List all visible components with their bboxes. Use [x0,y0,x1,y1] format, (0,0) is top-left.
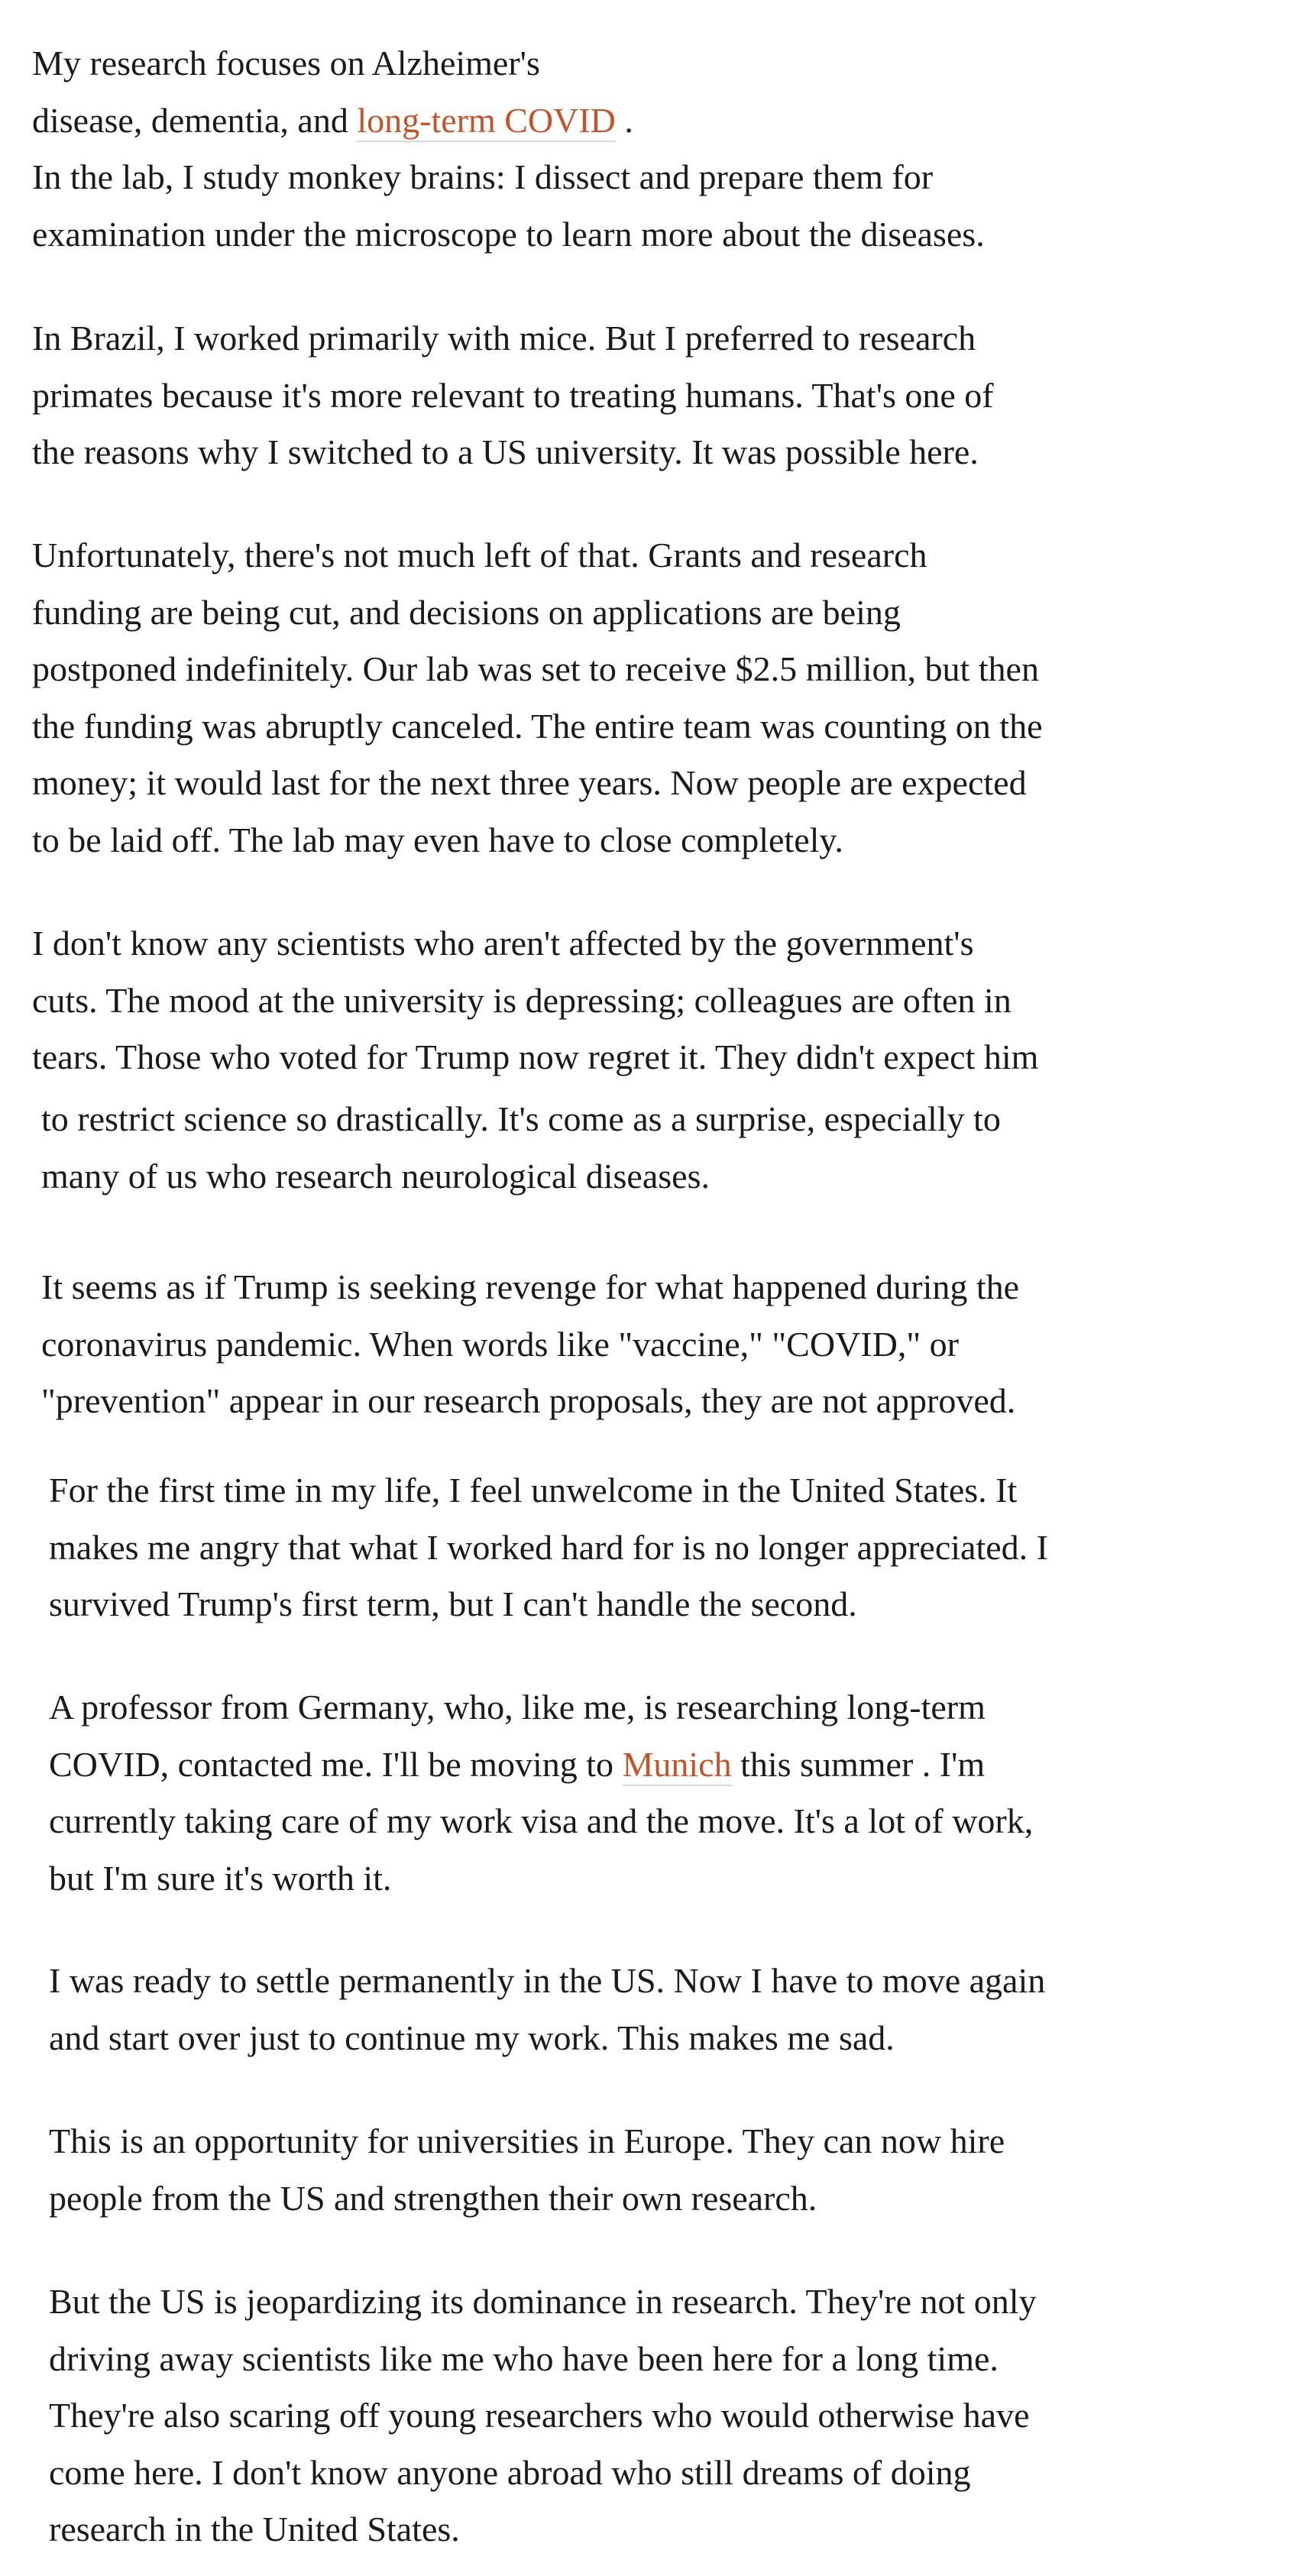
text-segment: cuts. The mood at the university is depressing; colleagues are often in [32,980,1012,1020]
paragraph [49,2113,1005,2227]
text-segment: It seems as if Trump is seeking revenge for what happened during the [41,1267,1020,1306]
text-line [49,2170,1005,2228]
paragraph [41,1091,1001,1205]
text-segment: but I'm sure it's worth it. [49,1858,392,1898]
text-segment: coronavirus pandemic. When words like "vaccine," "COVID," or [41,1324,959,1364]
paragraph [32,915,1038,1086]
text-line [49,1519,1048,1577]
text-segment: driving away scientists like me who have been here for a long time. [49,2338,999,2378]
text-line [49,1679,1033,1736]
text-line [49,2010,1045,2067]
text-line [49,1736,1033,1794]
text-segment: primates because it's more relevant to treating humans. That's one of [32,375,994,415]
inline-link[interactable]: Munich [623,1745,732,1786]
text-line [49,2387,1037,2445]
text-segment: "prevention" appear in our research proposals, they are not approved. [41,1381,1016,1420]
text-line [32,915,1038,972]
text-segment: funding are being cut, and decisions on applications are being [32,592,901,632]
text-line [32,584,1043,642]
paragraph [49,1462,1048,1633]
text-line [32,310,994,367]
text-segment: This is an opportunity for universities in Europe. They can now hire [49,2121,1005,2160]
text-line [32,755,1043,812]
text-line [41,1316,1019,1374]
text-segment: In Brazil, I worked primarily with mice. But I preferred to research [32,319,976,358]
text-segment: research in the United States. [49,2510,460,2548]
text-line [32,641,1043,698]
text-line [32,367,994,425]
text-line [41,1091,1001,1148]
text-line [49,1953,1045,2010]
text-line [49,1793,1033,1850]
text-segment: the reasons why I switched to a US university. It was possible here. [32,432,979,471]
text-line [32,424,994,481]
text-segment: many of us who research neurological diseases. [41,1156,710,1196]
text-line [41,1148,1001,1205]
text-line [49,2113,1005,2170]
paragraph [49,1953,1045,2066]
text-line [32,92,985,150]
text-line [32,527,1043,584]
text-line [41,1373,1019,1430]
inline-link[interactable]: long-term COVID [357,101,616,142]
text-line [32,698,1043,756]
text-segment: In the lab, I study monkey brains: I dissect and prepare them for [32,157,934,196]
text-line [49,1576,1048,1633]
text-segment: survived Trump's first term, but I can't handle the second. [49,1584,857,1623]
text-segment: and start over just to continue my work. This makes me sad. [49,2018,895,2057]
text-segment: I was ready to settle permanently in the US. Now I have to move again [49,1961,1046,2000]
paragraph [32,310,994,481]
text-line [49,1850,1033,1908]
text-segment: They're also scaring off young researchers who would otherwise have [49,2396,1030,2435]
text-segment: A professor from Germany, who, like me, is researching long-term [49,1688,986,1727]
text-line [41,1259,1019,1316]
text-segment: money; it would last for the next three years. Now people are expected [32,763,1027,802]
text-segment: currently taking care of my work visa and the move. It's a lot of work, [49,1801,1034,1840]
text-segment: My research focuses on Alzheimer's [32,44,540,83]
text-line [32,812,1043,869]
text-segment: disease, dementia, and [32,100,358,140]
text-line [49,2331,1037,2388]
text-line [32,35,985,92]
text-segment: makes me angry that what I worked hard for is no longer appreciated. I [49,1527,1048,1567]
text-line [49,1462,1048,1519]
text-segment: to restrict science so drastically. It's come as a surprise, especially to [41,1099,1001,1138]
text-line [32,1029,1038,1086]
text-segment: I don't know any scientists who aren't affected by the government's [32,924,974,963]
text-segment: COVID, contacted me. I'll be moving to [49,1744,623,1784]
paragraph [49,2273,1037,2558]
paragraph [49,1679,1033,1907]
paragraph [32,35,985,263]
paragraph [41,1259,1019,1430]
text-segment: examination under the microscope to learn more about the diseases. [32,214,985,254]
text-line [32,972,1038,1030]
text-segment: tears. Those who voted for Trump now regret it. They didn't expect him [32,1037,1039,1076]
text-line [49,2501,1037,2558]
paragraph [32,527,1043,869]
text-segment: this summer . I'm [731,1744,986,1784]
text-segment: people from the US and strengthen their own research. [49,2178,817,2218]
text-line [32,206,985,264]
text-segment: For the first time in my life, I feel unwelcome in the United States. It [49,1471,1018,1510]
text-segment: Unfortunately, there's not much left of that. Grants and research [32,536,927,574]
text-segment: to be laid off. The lab may even have to close completely. [32,820,843,859]
text-line [32,149,985,206]
text-segment: . [615,100,633,140]
text-line [49,2445,1037,2502]
text-segment: postponed indefinitely. Our lab was set to receive $2.5 million, but then [32,649,1039,688]
text-segment: the funding was abruptly canceled. The entire team was counting on the [32,706,1043,746]
text-segment: But the US is jeopardizing its dominance in research. They're not only [49,2282,1037,2321]
text-line [49,2273,1037,2331]
text-segment: come here. I don't know anyone abroad who still dreams of doing [49,2452,971,2492]
